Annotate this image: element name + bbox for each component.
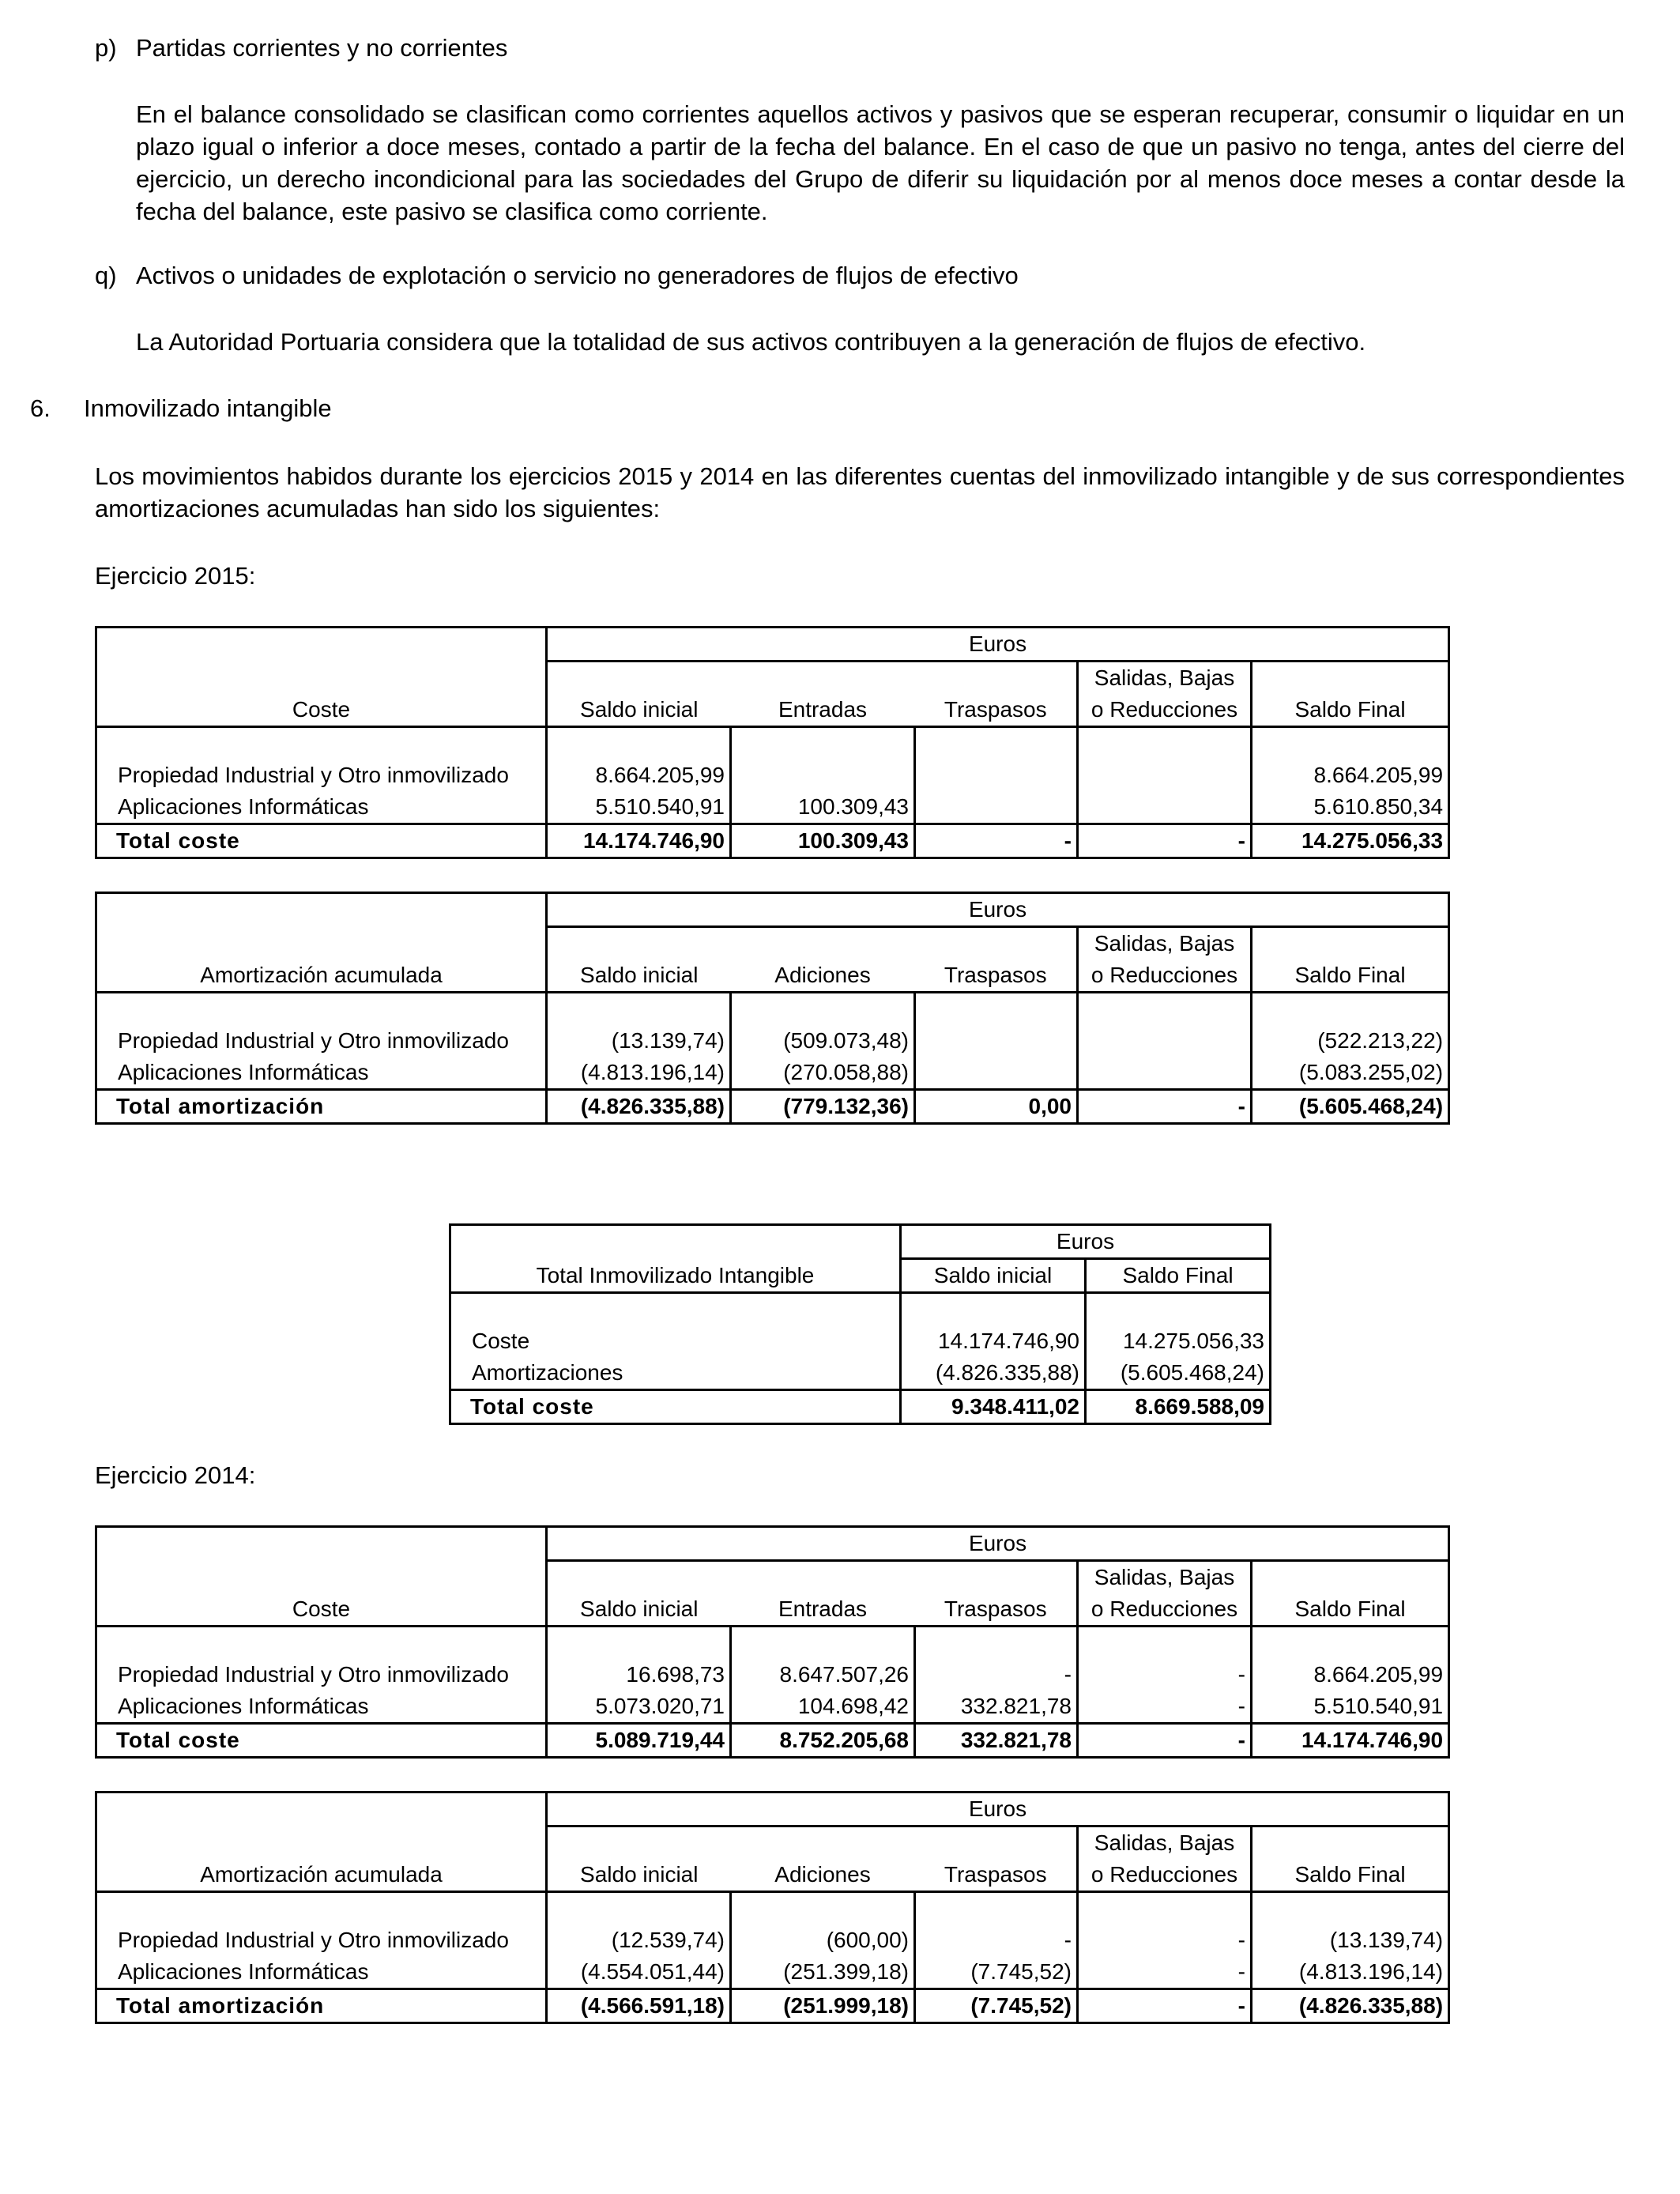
total-row: Total coste 5.089.719,44 8.752.205,68 332.821,78 - 14.174.746,90: [96, 1724, 1449, 1758]
row-header: Amortización acumulada: [96, 1859, 547, 1892]
section-6-number: 6.: [30, 394, 51, 422]
table-row: Propiedad Industrial y Otro inmovilizado 8.664.205,99 8.664.205,99: [96, 760, 1449, 791]
col-header: Saldo inicial: [547, 959, 731, 993]
table-row: Aplicaciones Informáticas 5.073.020,71 104.698,42 332.821,78 - 5.510.540,91: [96, 1691, 1449, 1724]
col-header: Saldo Final: [1252, 694, 1449, 727]
col-header: Entradas: [731, 1593, 915, 1627]
col-header: Traspasos: [915, 1593, 1078, 1627]
col-header: Saldo Final: [1252, 959, 1449, 993]
col-header: Salidas, Bajas: [1078, 1561, 1252, 1594]
row-header: Coste: [96, 1593, 547, 1627]
col-header: Entradas: [731, 694, 915, 727]
total-row: Total amortización (4.566.591,18) (251.999,18) (7.745,52) - (4.826.335,88): [96, 1989, 1449, 2023]
col-header: Saldo inicial: [547, 1859, 731, 1892]
euros-header: Euros: [547, 1793, 1449, 1826]
section-p-body: En el balance consolidado se clasifican como corrientes aquellos activos y pasivos que se esperan recuperar, consumir o liquidar en un plazo igual o inferior a doce meses, contado a partir de la fecha del balance. En el caso de que un pasivo no tenga, antes del cierre del ejercicio, un derecho incondicional para las sociedades del Grupo de diferir su liquidación por al menos doce meses a contar desde la fecha del balance, este pasivo se clasifica como corriente.: [136, 100, 1625, 225]
section-q-body: La Autoridad Portuaria considera que la totalidad de sus activos contribuyen a la generación de flujos de efectivo.: [136, 328, 1366, 356]
amortizacion-2015-table: [95, 892, 1450, 1125]
section-6-heading: [30, 392, 1610, 424]
col-header: Adiciones: [731, 1859, 915, 1892]
total-row: Total coste 14.174.746,90 100.309,43 - - 14.275.056,33: [96, 824, 1449, 858]
col-header: o Reducciones: [1078, 1859, 1252, 1892]
col-header: o Reducciones: [1078, 959, 1252, 993]
section-6-intro: Los movimientos habidos durante los ejercicios 2015 y 2014 en las diferentes cuentas del inmovilizado intangible y de sus correspondientes amortizaciones acumuladas han sido los siguientes:: [95, 462, 1625, 522]
total-row: Total amortización (4.826.335,88) (779.132,36) 0,00 - (5.605.468,24): [96, 1090, 1449, 1124]
coste-2015-table: [95, 626, 1450, 859]
col-header: Salidas, Bajas: [1078, 1826, 1252, 1860]
col-header: Traspasos: [915, 1859, 1078, 1892]
total-inmovilizado-2015-table: [449, 1223, 1271, 1425]
section-q-marker: q): [95, 262, 117, 289]
euros-header: Euros: [547, 628, 1449, 662]
coste-2014-table: [95, 1525, 1450, 1759]
section-6-title: Inmovilizado intangible: [84, 394, 332, 422]
section-q-heading: [95, 259, 1628, 292]
section-q-title: Activos o unidades de explotación o servicio no generadores de flujos de efectivo: [136, 262, 1019, 289]
euros-header: Euros: [901, 1225, 1271, 1259]
col-header: Saldo inicial: [547, 694, 731, 727]
col-header: Saldo Final: [1252, 1859, 1449, 1892]
year-2014-label: Ejercicio 2014:: [95, 1461, 256, 1489]
col-header: Traspasos: [915, 694, 1078, 727]
col-header: Traspasos: [915, 959, 1078, 993]
total-row: Total coste 9.348.411,02 8.669.588,09: [450, 1390, 1271, 1424]
table-row: Propiedad Industrial y Otro inmovilizado (13.139,74) (509.073,48) (522.213,22): [96, 1025, 1449, 1057]
col-header: o Reducciones: [1078, 694, 1252, 727]
row-header: Coste: [96, 694, 547, 727]
year-2015-label: Ejercicio 2015:: [95, 562, 256, 590]
col-header: Salidas, Bajas: [1078, 662, 1252, 695]
table-row: Aplicaciones Informáticas (4.813.196,14) (270.058,88) (5.083.255,02): [96, 1057, 1449, 1090]
table-row: Amortizaciones (4.826.335,88) (5.605.468,24): [450, 1357, 1271, 1390]
table-row: Aplicaciones Informáticas (4.554.051,44) (251.399,18) (7.745,52) - (4.813.196,14): [96, 1956, 1449, 1989]
amortizacion-2014-table: [95, 1791, 1450, 2024]
table-row: Propiedad Industrial y Otro inmovilizado (12.539,74) (600,00) - - (13.139,74): [96, 1924, 1449, 1956]
section-p-title: Partidas corrientes y no corrientes: [136, 34, 508, 62]
col-header: Salidas, Bajas: [1078, 927, 1252, 960]
euros-header: Euros: [547, 1527, 1449, 1561]
row-header: Total Inmovilizado Intangible: [450, 1259, 901, 1293]
row-header: Amortización acumulada: [96, 959, 547, 993]
col-header: Adiciones: [731, 959, 915, 993]
col-header: Saldo inicial: [547, 1593, 731, 1627]
table-row: Propiedad Industrial y Otro inmovilizado 16.698,73 8.647.507,26 - - 8.664.205,99: [96, 1659, 1449, 1691]
col-header: Saldo inicial: [901, 1259, 1086, 1293]
section-p-marker: p): [95, 34, 117, 62]
col-header: Saldo Final: [1086, 1259, 1271, 1293]
section-p-heading: [95, 32, 1628, 64]
col-header: o Reducciones: [1078, 1593, 1252, 1627]
euros-header: Euros: [547, 893, 1449, 927]
col-header: Saldo Final: [1252, 1593, 1449, 1627]
table-row: Aplicaciones Informáticas 5.510.540,91 100.309,43 5.610.850,34: [96, 791, 1449, 824]
table-row: Coste 14.174.746,90 14.275.056,33: [450, 1325, 1271, 1357]
